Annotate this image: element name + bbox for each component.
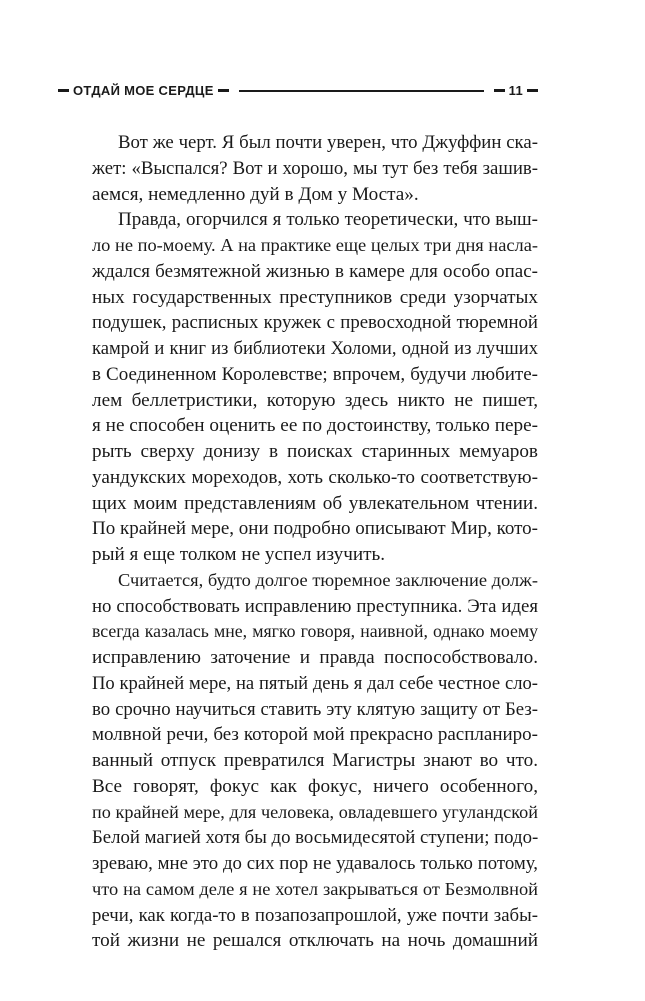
text-line: По крайней мере, на пятый день я дал себе честное сло- xyxy=(92,672,538,694)
header-dash xyxy=(527,89,538,92)
text-line: рый я еще толком не успел изучить. xyxy=(92,544,386,565)
header-page-number-group xyxy=(484,80,538,102)
text-line: ванный отпуск превратился Магистры знают во что. xyxy=(92,750,538,771)
text-line: Правда, огорчился я только теоретически, что выш- xyxy=(118,209,538,231)
page-number: 11 xyxy=(508,83,523,98)
text-line: молвной речи, без которой мой прекрасно распланиро- xyxy=(92,724,538,746)
text-line: подушек, расписных кружек с превосходной тюремной xyxy=(92,312,538,334)
book-title: ОТДАЙ МОЕ СЕРДЦЕ xyxy=(73,83,214,98)
header-dash xyxy=(494,89,505,92)
text-line: По крайней мере, они подробно описывают Мир, кото- xyxy=(92,518,538,540)
text-line: но способствовать исправлению преступника. Эта идея xyxy=(92,595,538,617)
text-line: я не способен оценить ее по достоинству, только пере- xyxy=(92,415,538,437)
header-book-title-group xyxy=(58,80,239,102)
header-dash xyxy=(58,89,69,92)
text-line: той жизни не решался отключать на ночь домашний xyxy=(92,930,538,952)
text-line: во срочно научиться ставить эту клятую защиту от Без- xyxy=(92,698,538,720)
text-line: в Соединенном Королевстве; впрочем, будучи любите- xyxy=(92,363,538,385)
running-header xyxy=(58,80,538,102)
text-line: уандукских мореходов, хоть сколько-то соответствую- xyxy=(92,466,538,488)
body-text xyxy=(92,130,538,954)
text-line: ных государственных преступников среди узорчатых xyxy=(92,286,538,308)
text-line: лем беллетристики, которую здесь никто не пишет, xyxy=(92,389,538,411)
text-line: речи, как когда-то в позапозапрошлой, уже почти забы- xyxy=(92,904,538,926)
text-line: Белой магией хотя бы до восьмидесятой ступени; подо- xyxy=(92,827,539,849)
text-line: что на самом деле я не хотел закрываться от Безмолвной xyxy=(92,878,538,899)
text-line: рыть сверху донизу в поисках старинных мемуаров xyxy=(92,441,538,462)
text-line: камрой и книг из библиотеки Холоми, одной из лучших xyxy=(92,338,538,359)
header-dash xyxy=(218,89,229,92)
text-line: всегда казалась мне, мягко говоря, наивной, однако моему xyxy=(92,621,538,642)
text-line: ждался безмятежной жизнью в камере для особо опас- xyxy=(92,260,538,282)
text-line: по крайней мере, для человека, овладевшего угуландской xyxy=(92,801,538,822)
text-line: жет: «Выспался? Вот и хорошо, мы тут без тебя зашив- xyxy=(92,157,538,179)
text-line: щих моим представлениям об увлекательном чтении. xyxy=(92,492,538,514)
text-line: Считается, будто долгое тюремное заключение долж- xyxy=(118,569,538,590)
text-line: Все говорят, фокус как фокус, ничего особенного, xyxy=(92,775,538,797)
text-line: Вот же черт. Я был почти уверен, что Джуффин ска- xyxy=(118,132,538,153)
text-line: аемся, немедленно дуй в Дом у Моста». xyxy=(92,183,419,205)
text-line: исправлению заточение и правда поспособствовало. xyxy=(92,647,538,668)
text-line: ло не по-моему. А на практике еще целых три дня насла- xyxy=(92,235,538,255)
text-line: зреваю, мне это до сих пор не удавалось только потому, xyxy=(92,853,538,874)
